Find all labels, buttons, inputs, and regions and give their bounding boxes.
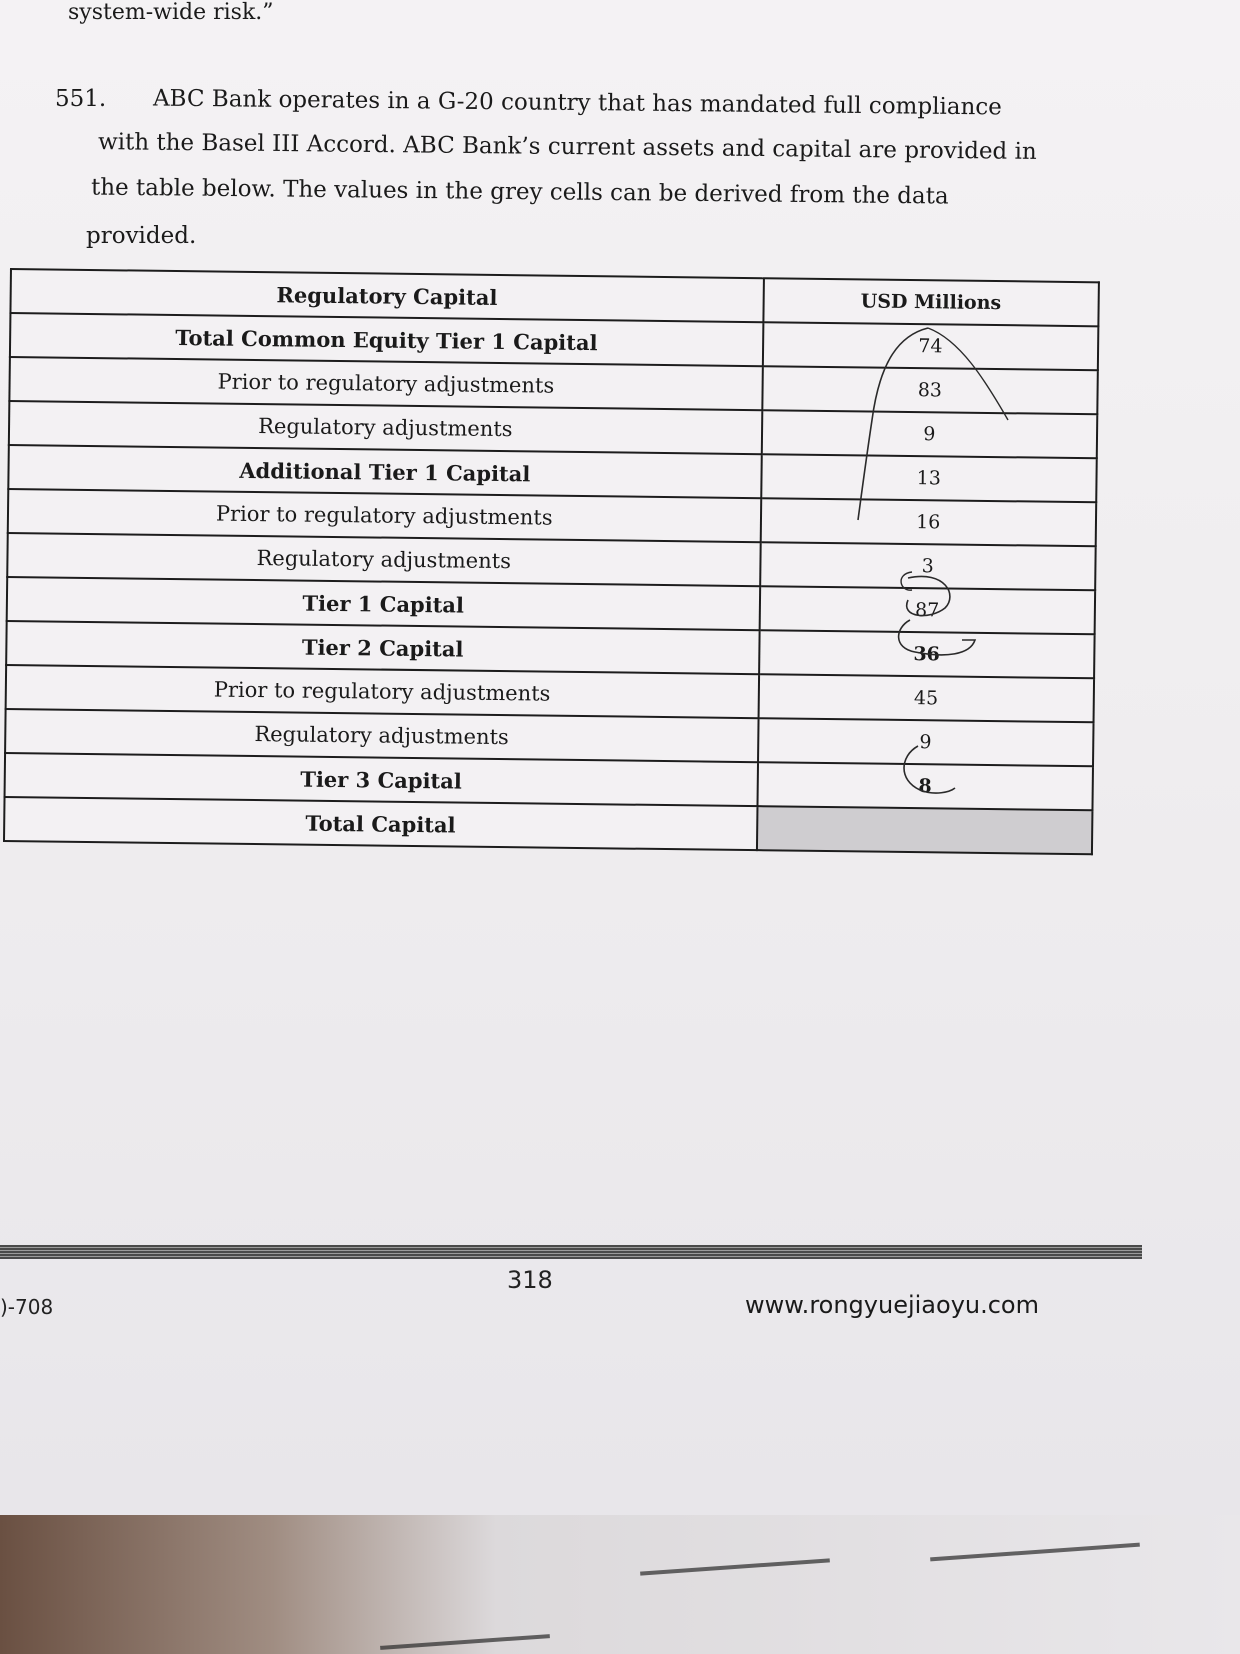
page-number: 318 xyxy=(507,1266,553,1294)
row-label: Regulatory adjustments xyxy=(5,709,758,762)
question-line-3: the table below. The values in the grey cells can be derived from the data xyxy=(90,174,949,210)
row-value: 45 xyxy=(758,674,1094,722)
row-label: Prior to regulatory adjustments xyxy=(6,665,759,718)
row-label: Prior to regulatory adjustments xyxy=(9,357,762,410)
capital-table xyxy=(3,268,1100,855)
row-value: 87 xyxy=(759,586,1095,634)
row-label: Additional Tier 1 Capital xyxy=(8,445,761,498)
footer-website: www.rongyuejiaoyu.com xyxy=(745,1291,1039,1319)
row-value: 3 xyxy=(760,542,1096,590)
row-value: 16 xyxy=(760,498,1096,546)
row-value: 36 xyxy=(759,630,1095,678)
question-line-2: with the Basel III Accord. ABC Bank’s current assets and capital are provided in xyxy=(97,129,1037,165)
row-value: 83 xyxy=(762,366,1098,414)
row-label: Regulatory adjustments xyxy=(7,533,760,586)
previous-text: system-wide risk.” xyxy=(68,0,274,25)
row-value: 9 xyxy=(758,718,1094,766)
row-value: 74 xyxy=(762,322,1098,370)
header-regulatory-capital: Regulatory Capital xyxy=(10,269,763,322)
row-label: Regulatory adjustments xyxy=(9,401,762,454)
question-line-4: provided. xyxy=(86,223,197,249)
footer-left-code: )-708 xyxy=(0,1295,54,1319)
row-label: Tier 1 Capital xyxy=(7,577,760,630)
row-label: Tier 3 Capital xyxy=(5,753,758,806)
row-label: Total Capital xyxy=(4,797,757,850)
row-value: 8 xyxy=(757,762,1093,810)
background-surface xyxy=(0,1515,1240,1654)
row-label: Total Common Equity Tier 1 Capital xyxy=(10,313,763,366)
total-capital-grey-cell xyxy=(757,806,1093,854)
row-label: Tier 2 Capital xyxy=(6,621,759,674)
footer-rule xyxy=(0,1245,1142,1259)
question-number: 551. xyxy=(55,86,107,112)
row-value: 13 xyxy=(761,454,1097,502)
question-line-1: ABC Bank operates in a G-20 country that has mandated full compliance xyxy=(152,85,1003,121)
header-usd-millions: USD Millions xyxy=(763,278,1099,326)
row-value: 9 xyxy=(761,410,1097,458)
row-label: Prior to regulatory adjustments xyxy=(8,489,761,542)
